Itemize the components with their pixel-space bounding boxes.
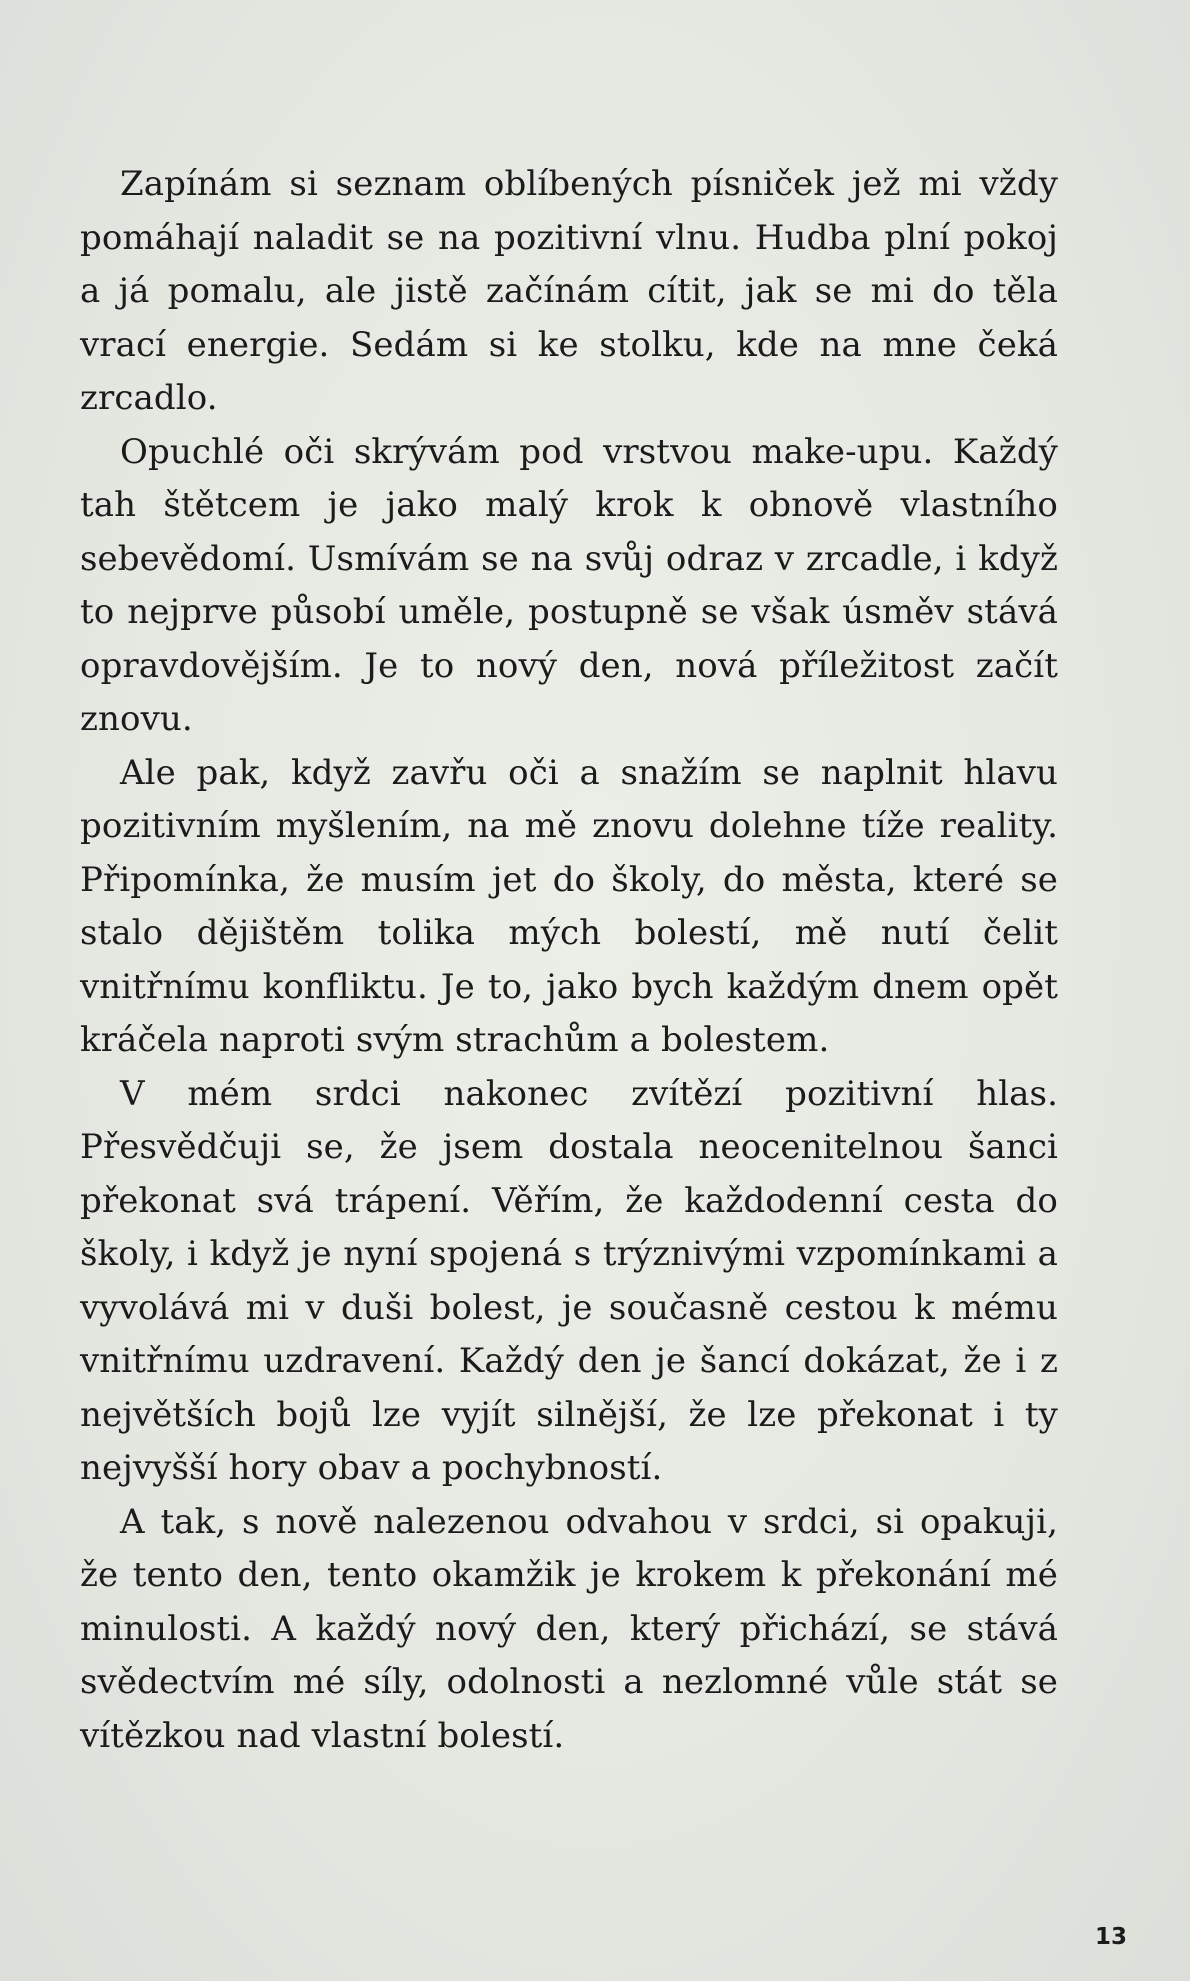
page-body-text bbox=[80, 158, 1058, 1763]
paragraph: A tak, s nově nalezenou odvahou v srdci, si opakuji, že tento den, tento okamžik je krokem k překonání mé minulosti. A každý nový den, který přichází, se stává svědectvím mé síly, odolnosti a nezlomné vůle stát se vítězkou nad vlastní bolestí. bbox=[80, 1501, 1058, 1756]
paragraph: Opuchlé oči skrývám pod vrstvou make-upu. Každý tah štětcem je jako malý krok k obnově vlastního sebevědomí. Usmívám se na svůj odraz v zrcadle, i když to nejprve působí uměle, postupně se však úsměv stává opravdovějším. Je to nový den, nová příležitost začít znovu. bbox=[80, 431, 1058, 739]
paragraph: Ale pak, když zavřu oči a snažím se naplnit hlavu pozitivním myšlením, na mě znovu dolehne tíže reality. Připomínka, že musím jet do školy, do města, které se stalo dějištěm tolika mých bolestí, mě nutí čelit vnitřnímu konfliktu. Je to, jako bych každým dnem opět kráčela naproti svým strachům a bolestem. bbox=[80, 752, 1058, 1060]
paragraph: Zapínám si seznam oblíbených písniček jež mi vždy pomáhají naladit se na pozitivní vlnu. Hudba plní pokoj a já pomalu, ale jistě začínám cítit, jak se mi do těla vrací energie. Sedám si ke stolku, kde na mne čeká zrcadlo. bbox=[80, 164, 1058, 418]
page-number: 13 bbox=[1095, 1924, 1128, 1950]
paragraph: V mém srdci nakonec zvítězí pozitivní hlas. Přesvědčuji se, že jsem dostala neocenitelnou šanci překonat svá trápení. Věřím, že každodenní cesta do školy, i když je nyní spojená s trýznivými vzpomínkami a vyvolává mi v duši bolest, je současně cestou k mému vnitřnímu uzdravení. Každý den je šancí dokázat, že i z největších bojů lze vyjít silnější, že lze překonat i ty nejvyšší hory obav a pochybností. bbox=[80, 1073, 1058, 1488]
